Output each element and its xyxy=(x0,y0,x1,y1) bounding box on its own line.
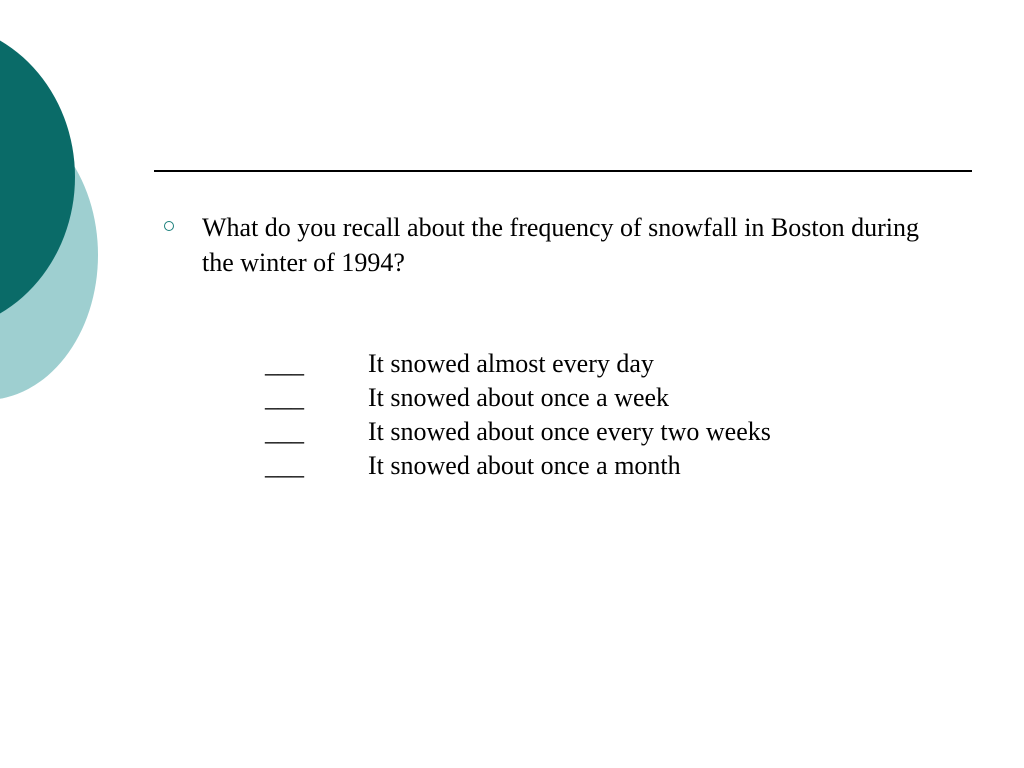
option-row xyxy=(265,381,885,415)
title-divider xyxy=(154,170,972,172)
answer-options xyxy=(265,347,885,483)
answer-blank[interactable]: ___ xyxy=(265,417,304,446)
question-text: What do you recall about the frequency of snowfall in Boston during the winter of 1994? xyxy=(202,213,919,277)
hollow-circle-bullet-icon xyxy=(164,221,174,231)
answer-blank[interactable]: ___ xyxy=(265,451,304,480)
option-label: It snowed about once a week xyxy=(368,383,670,412)
answer-blank[interactable]: ___ xyxy=(265,383,304,412)
option-row xyxy=(265,449,885,483)
question-bullet xyxy=(164,210,944,280)
option-label: It snowed about once every two weeks xyxy=(368,417,771,446)
option-row xyxy=(265,415,885,449)
option-row xyxy=(265,347,885,381)
option-label: It snowed about once a month xyxy=(368,451,681,480)
answer-blank[interactable]: ___ xyxy=(265,349,304,378)
option-label: It snowed almost every day xyxy=(368,349,654,378)
